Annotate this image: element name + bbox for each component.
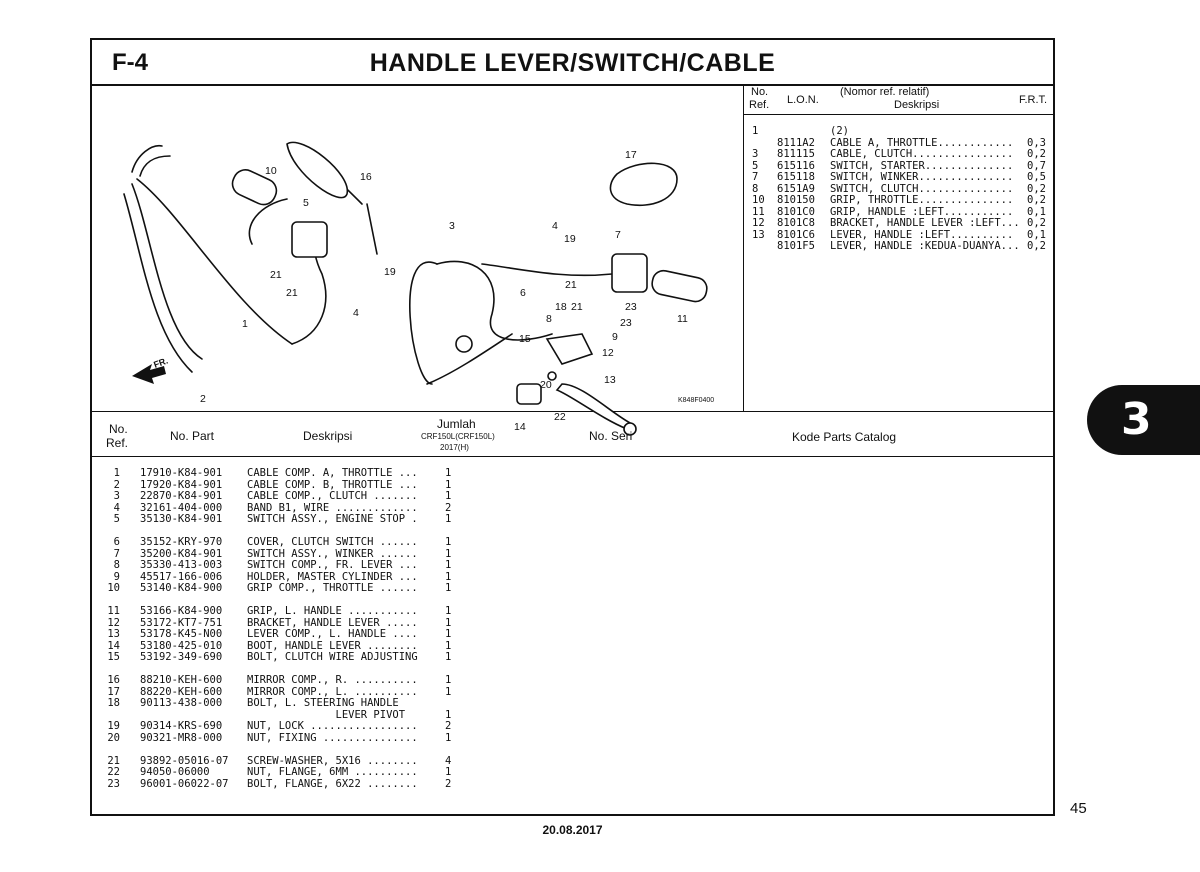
lon-table-rows	[744, 126, 1053, 253]
callout-14: 14	[514, 421, 526, 433]
parts-row-part: 53172-KT7-751	[140, 616, 223, 629]
lon-row-desc: GRIP, THROTTLE...............	[830, 194, 1014, 206]
parts-row-desc: BAND B1, WIRE .............	[247, 501, 418, 514]
callout-16: 16	[360, 171, 372, 183]
parts-row-qty: 1	[445, 685, 452, 698]
parts-row	[92, 629, 492, 641]
parts-row-desc: BOLT, L. STEERING HANDLE	[247, 697, 399, 709]
lon-table-header	[744, 84, 1053, 115]
parts-row-desc: GRIP COMP., THROTTLE ......	[247, 582, 418, 594]
callout-23b: 23	[620, 317, 632, 329]
parts-col-qty: Jumlah	[437, 417, 476, 431]
lon-row-desc: LEVER, HANDLE :KEDUA-DUANYA...	[830, 240, 1020, 252]
parts-row-part: 53166-K84-900	[140, 605, 223, 617]
parts-row-ref: 4	[113, 501, 120, 514]
parts-row-part: 45517-166-006	[140, 570, 223, 583]
parts-row-qty: 1	[445, 547, 452, 560]
lon-row-desc: SWITCH, WINKER...............	[830, 171, 1014, 183]
parts-row-qty: 1	[445, 708, 452, 721]
parts-row-desc: MIRROR COMP., R. ..........	[247, 674, 418, 686]
lon-row-frt: 0,3	[1027, 136, 1046, 149]
parts-row-ref: 9	[113, 570, 120, 583]
lon-row-desc: SWITCH, CLUTCH...............	[830, 182, 1014, 195]
group-spacer	[92, 744, 492, 756]
lon-row-frt: 0,2	[1027, 194, 1046, 206]
lon-row-code: 615118	[777, 171, 815, 183]
parts-row-qty: 2	[445, 777, 452, 790]
parts-row-part: 17920-K84-901	[140, 478, 223, 491]
lon-row-desc: (2)	[830, 125, 849, 137]
parts-row-qty: 4	[445, 754, 452, 767]
parts-row-desc: BOLT, CLUTCH WIRE ADJUSTING	[247, 651, 418, 663]
front-label: FR.	[152, 355, 170, 370]
lon-row-ref: 5	[752, 159, 759, 172]
parts-row-desc: MIRROR COMP., L. ..........	[247, 685, 418, 698]
lon-row-code: 8101C0	[777, 205, 815, 218]
lon-row-frt: 0,2	[1027, 182, 1046, 195]
lon-row-code: 8101C8	[777, 217, 815, 229]
parts-row-qty: 1	[445, 616, 452, 629]
callout-1: 1	[242, 318, 248, 330]
parts-row-ref: 20	[107, 731, 120, 744]
parts-row-part: 22870-K84-901	[140, 490, 223, 502]
parts-row-ref: 23	[107, 777, 120, 790]
parts-row-ref: 10	[107, 582, 120, 594]
parts-row-desc: NUT, LOCK .................	[247, 720, 418, 732]
lon-row-desc: LEVER, HANDLE :LEFT..........	[830, 228, 1014, 241]
callout-17: 17	[625, 149, 637, 161]
parts-row-desc: HOLDER, MASTER CYLINDER ...	[247, 570, 418, 583]
parts-row-qty: 1	[445, 559, 452, 571]
parts-row-qty: 1	[445, 478, 452, 491]
parts-row	[92, 560, 492, 572]
parts-row-desc: SWITCH ASSY., ENGINE STOP .	[247, 513, 418, 525]
parts-row-ref: 18	[107, 697, 120, 709]
parts-col-ref: Ref.	[106, 436, 129, 450]
lon-row-code: 811115	[777, 148, 815, 160]
lon-row-ref: 12	[752, 217, 765, 229]
parts-row-part: 53140-K84-900	[140, 582, 223, 594]
lon-col-desc-sub: (Nomor ref. relatif)	[840, 86, 930, 98]
parts-row-desc: SCREW-WASHER, 5X16 ........	[247, 754, 418, 767]
lon-row-code: 810150	[777, 194, 815, 206]
section-code: F-4	[112, 49, 148, 76]
parts-row	[92, 779, 492, 791]
parts-row-desc: CABLE COMP., CLUTCH .......	[247, 490, 418, 502]
parts-row-ref: 13	[107, 628, 120, 640]
parts-row-qty: 1	[445, 651, 452, 663]
parts-row-part: 53178-K45-N00	[140, 628, 223, 640]
parts-row	[92, 491, 492, 503]
footer-date: 20.08.2017	[542, 823, 603, 837]
parts-col-qty-model: CRF150L(CRF150L)	[421, 432, 495, 441]
callout-15: 15	[519, 333, 531, 345]
callout-22: 22	[554, 411, 566, 423]
callout-2: 2	[200, 393, 206, 405]
parts-row-desc: GRIP, L. HANDLE ...........	[247, 605, 418, 617]
parts-row-qty: 1	[445, 536, 452, 548]
lon-row-code: 6151A9	[777, 182, 815, 195]
callout-8: 8	[546, 313, 552, 325]
lon-row-frt: 0,2	[1027, 148, 1046, 160]
parts-row-desc: COVER, CLUTCH SWITCH ......	[247, 536, 418, 548]
parts-row-desc: SWITCH COMP., FR. LEVER ...	[247, 559, 418, 571]
lon-table	[744, 84, 1053, 412]
parts-row-part: 35152-KRY-970	[140, 536, 223, 548]
parts-row	[92, 675, 492, 687]
lon-col-frt: F.R.T.	[1019, 94, 1048, 106]
parts-row-part: 35330-413-003	[140, 559, 223, 571]
callout-9: 9	[612, 331, 618, 343]
parts-row	[92, 606, 492, 618]
callout-19a: 19	[564, 233, 576, 245]
lon-row-desc: BRACKET, HANDLE LEVER :LEFT...	[830, 217, 1020, 229]
lon-row-ref: 1	[752, 125, 759, 137]
callout-6: 6	[520, 287, 526, 299]
parts-row-ref: 22	[107, 766, 120, 778]
parts-row-qty: 1	[445, 628, 452, 640]
parts-row	[92, 698, 492, 710]
parts-row-qty: 2	[445, 501, 452, 514]
parts-row-qty: 1	[445, 731, 452, 744]
parts-row-qty: 1	[445, 674, 452, 686]
parts-row-part: 53180-425-010	[140, 639, 223, 652]
parts-row-ref: 16	[107, 674, 120, 686]
lon-row	[744, 195, 1053, 207]
lon-row-code: 615116	[777, 159, 815, 172]
lon-row-desc: GRIP, HANDLE :LEFT...........	[830, 205, 1014, 218]
parts-row-ref: 15	[107, 651, 120, 663]
parts-row-ref: 12	[107, 616, 120, 629]
page-header	[92, 40, 1053, 86]
callout-21c: 21	[571, 301, 583, 313]
callout-11: 11	[677, 313, 688, 325]
parts-row-ref: 11	[107, 605, 120, 617]
parts-row-part: 94050-06000	[140, 766, 210, 778]
parts-col-serial: No. Seri	[589, 429, 633, 443]
lon-row-ref: 11	[752, 205, 765, 218]
lon-row-desc: CABLE A, THROTTLE............	[830, 136, 1014, 149]
section-tab	[1087, 385, 1200, 455]
callout-18: 18	[555, 301, 567, 313]
parts-row-qty: 1	[445, 513, 452, 525]
parts-row	[92, 733, 492, 745]
lon-row-frt: 0,2	[1027, 240, 1046, 252]
parts-row-desc: LEVER COMP., L. HANDLE ....	[247, 628, 418, 640]
lon-row-ref: 7	[752, 171, 759, 183]
callout-4a: 4	[552, 220, 558, 232]
callout-7: 7	[615, 229, 621, 241]
lon-col-desc: Deskripsi	[894, 99, 940, 111]
parts-row-desc: SWITCH ASSY., WINKER ......	[247, 547, 418, 560]
parts-row-qty: 1	[445, 467, 452, 479]
callout-19b: 19	[384, 266, 396, 278]
lon-row	[744, 172, 1053, 184]
parts-row	[92, 583, 492, 595]
lon-row-frt: 0,1	[1027, 205, 1046, 218]
parts-row-part: 53192-349-690	[140, 651, 223, 663]
page-title: HANDLE LEVER/SWITCH/CABLE	[369, 49, 776, 77]
parts-col-desc: Deskripsi	[303, 429, 353, 443]
parts-col-qty-year: 2017(H)	[440, 443, 469, 452]
parts-row-qty: 1	[445, 766, 452, 778]
lon-row-ref: 3	[752, 148, 759, 160]
parts-row-qty: 1	[445, 490, 452, 502]
parts-col-catalog: Kode Parts Catalog	[792, 430, 897, 444]
parts-row-part: 93892-05016-07	[140, 754, 229, 767]
callout-21b: 21	[286, 287, 298, 299]
parts-row-ref: 3	[113, 490, 120, 502]
parts-row	[92, 537, 492, 549]
lon-row	[744, 149, 1053, 161]
parts-row-ref: 21	[107, 754, 120, 767]
section-tab-number: 3	[1121, 394, 1152, 445]
parts-row	[92, 468, 492, 480]
callout-3: 3	[449, 220, 455, 232]
parts-row-ref: 1	[113, 467, 120, 479]
lon-row-desc: CABLE, CLUTCH................	[830, 148, 1014, 160]
lon-row-ref: 8	[752, 182, 759, 195]
parts-row-ref: 5	[113, 513, 120, 525]
parts-row-desc: CABLE COMP. A, THROTTLE ...	[247, 467, 418, 479]
callout-21a: 21	[270, 269, 282, 281]
callout-20: 20	[540, 379, 552, 391]
front-arrow	[132, 356, 169, 384]
parts-col-part: No. Part	[170, 429, 215, 443]
lon-row-ref: 13	[752, 228, 765, 241]
parts-col-no: No.	[109, 422, 128, 436]
lon-col-lon: L.O.N.	[787, 94, 819, 106]
parts-row-qty: 1	[445, 570, 452, 583]
parts-row-qty: 1	[445, 582, 452, 594]
parts-row-ref: 7	[113, 547, 120, 560]
parts-row-part: 88220-KEH-600	[140, 685, 223, 698]
parts-row-ref: 19	[107, 720, 120, 732]
parts-table-header	[92, 412, 1053, 457]
page-number: 45	[1070, 800, 1087, 817]
lon-row-code: 8111A2	[777, 136, 815, 149]
parts-row-desc: BOLT, FLANGE, 6X22 ........	[247, 777, 418, 790]
parts-row-ref: 6	[113, 536, 120, 548]
parts-table-rows	[92, 468, 492, 790]
callout-10: 10	[265, 165, 277, 177]
callout-21d: 21	[565, 279, 577, 291]
lon-row	[744, 241, 1053, 253]
lon-col-no: No.	[751, 86, 769, 98]
parts-row-part: 96001-06022-07	[140, 777, 229, 790]
lon-col-ref: Ref.	[749, 99, 770, 111]
parts-row-desc: BRACKET, HANDLE LEVER .....	[247, 616, 418, 629]
parts-row	[92, 767, 492, 779]
parts-row-qty: 2	[445, 720, 452, 732]
parts-row-ref: 17	[107, 685, 120, 698]
diagram-code: K848F0400	[678, 397, 715, 404]
callout-13: 13	[604, 374, 616, 386]
lon-row-desc: SWITCH, STARTER..............	[830, 159, 1014, 172]
parts-row	[92, 721, 492, 733]
callout-4b: 4	[353, 307, 359, 319]
parts-row-desc: LEVER PIVOT	[247, 708, 406, 721]
callout-23a: 23	[625, 301, 637, 313]
catalog-page-frame	[90, 38, 1055, 816]
parts-row-part: 90314-KRS-690	[140, 720, 223, 732]
parts-row-qty: 1	[445, 639, 452, 652]
parts-row-ref: 14	[107, 639, 120, 652]
lon-row-ref: 10	[752, 194, 765, 206]
parts-row-part: 32161-404-000	[140, 501, 223, 514]
parts-row-desc: NUT, FLANGE, 6MM ..........	[247, 766, 418, 778]
lon-row-frt: 0,7	[1027, 159, 1046, 172]
parts-row-qty: 1	[445, 605, 452, 617]
lon-row-frt: 0,5	[1027, 171, 1046, 183]
parts-row-desc: NUT, FIXING ...............	[247, 731, 418, 744]
lon-row-code: 8101C6	[777, 228, 815, 241]
parts-row-part: 35130-K84-901	[140, 513, 223, 525]
parts-row-ref: 2	[113, 478, 120, 491]
parts-row	[92, 652, 492, 664]
parts-row-part: 90113-438-000	[140, 697, 223, 709]
parts-row-part: 17910-K84-901	[140, 467, 223, 479]
parts-row-part: 35200-K84-901	[140, 547, 223, 560]
lon-row-code: 8101F5	[777, 240, 815, 252]
parts-row-part: 90321-MR8-000	[140, 731, 223, 744]
lon-row	[744, 218, 1053, 230]
lon-row	[744, 126, 1053, 138]
parts-row-desc: CABLE COMP. B, THROTTLE ...	[247, 478, 418, 491]
parts-row-ref: 8	[113, 559, 120, 571]
parts-row-part: 88210-KEH-600	[140, 674, 223, 686]
callout-12: 12	[602, 347, 614, 359]
parts-row	[92, 514, 492, 526]
lon-row-frt: 0,2	[1027, 217, 1046, 229]
parts-row-desc: BOOT, HANDLE LEVER ........	[247, 639, 418, 652]
callout-5: 5	[303, 197, 309, 209]
lon-row-frt: 0,1	[1027, 228, 1046, 241]
